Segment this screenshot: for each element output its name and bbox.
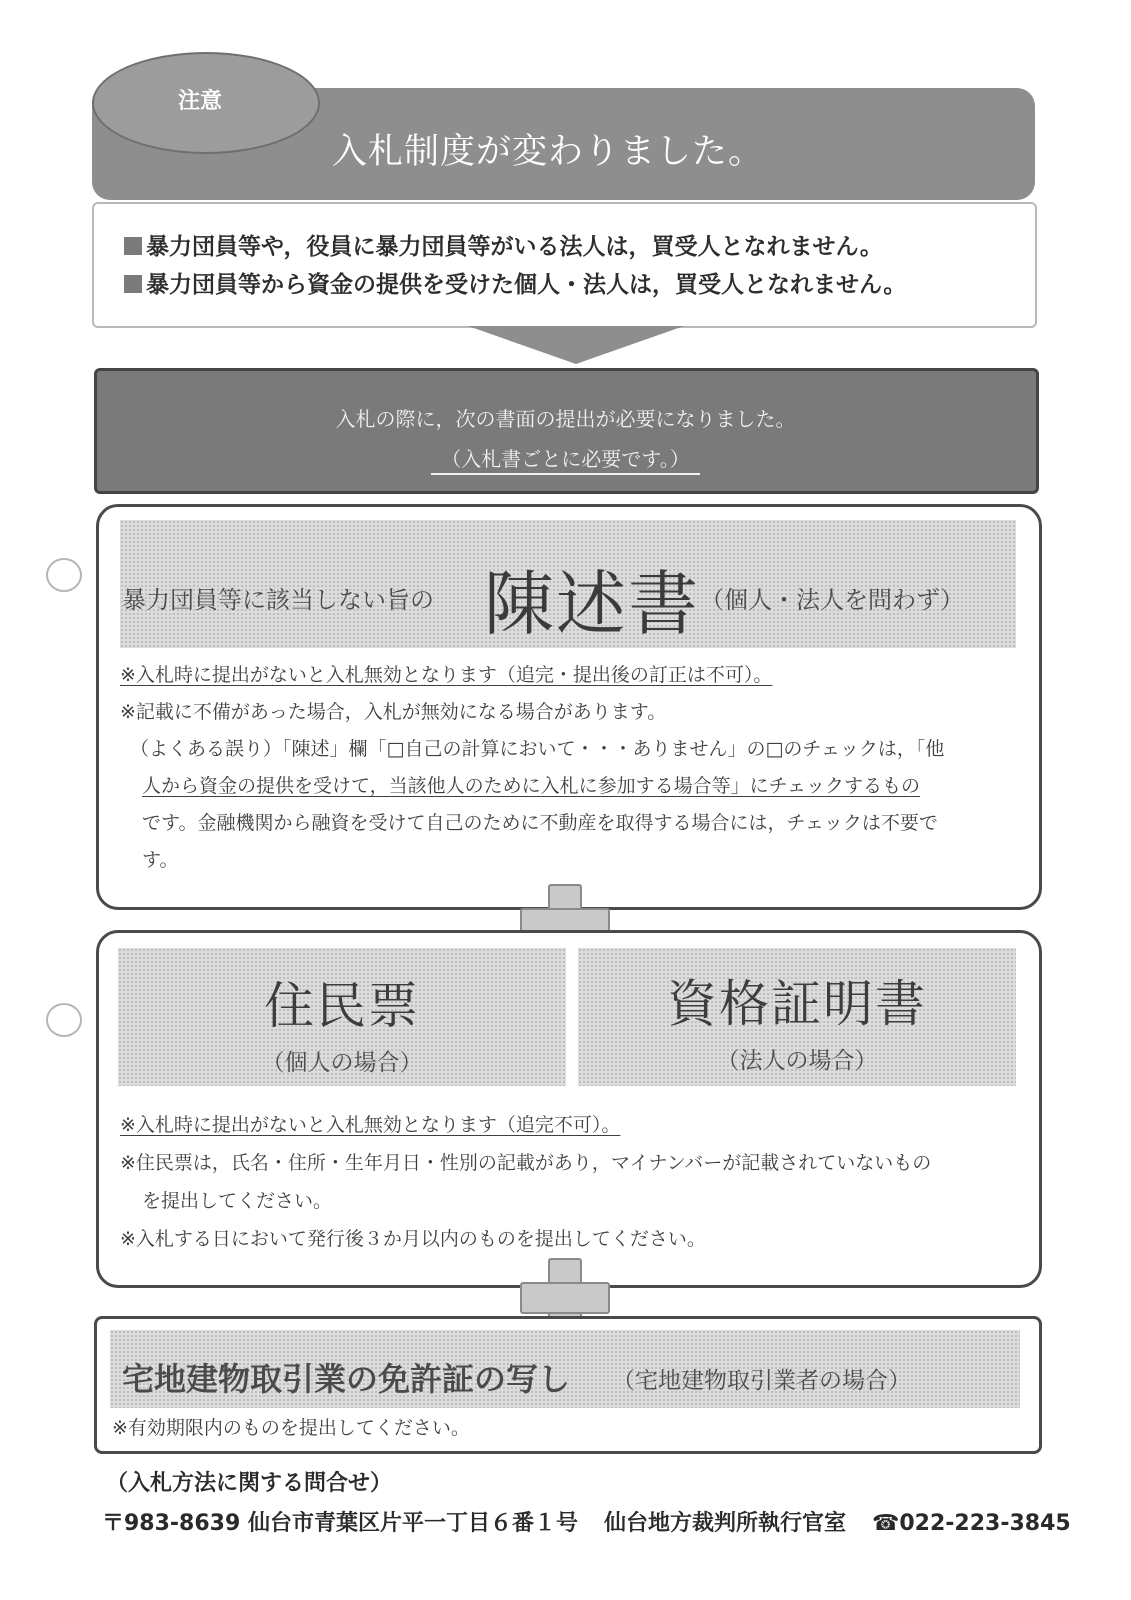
square-bullet-icon — [124, 275, 142, 293]
residence-sub: （個人の場合） — [261, 1050, 423, 1076]
license-title: 宅地建物取引業の免許証の写し — [122, 1360, 571, 1398]
certificate-sub: （法人の場合） — [716, 1048, 878, 1074]
license-note: ※有効期限内のものを提出してください。 — [112, 1417, 470, 1439]
statement-note: 人から資金の提供を受けて，当該他人のために入札に参加する場合等」にチェックするもの — [142, 775, 921, 797]
contact-office: 仙台地方裁判所執行官室 — [603, 1511, 846, 1536]
contact-address: 〒983-8639 仙台市青葉区片平一丁目６番１号 — [102, 1511, 578, 1536]
header-tag: 注意 — [178, 89, 223, 114]
notice-subtext — [0, 443, 1131, 472]
documents-note: ※住民票は，氏名・住所・生年月日・性別の記載があり，マイナンバーが記載されていないもの — [120, 1152, 932, 1174]
statement-doc-title: 陳述書 — [484, 563, 700, 645]
statement-scope: （個人・法人を問わず） — [700, 586, 964, 614]
residence-panel — [118, 948, 566, 1086]
contact-heading: （入札方法に関する問合せ） — [106, 1471, 393, 1496]
certificate-panel — [578, 948, 1016, 1086]
rules-box — [92, 202, 1037, 328]
contact-phone: ☎022-223-3845 — [871, 1511, 1071, 1536]
down-arrow-icon — [468, 326, 684, 364]
binder-hole — [46, 558, 82, 592]
plus-icon-center — [550, 1284, 576, 1308]
square-bullet-icon — [124, 237, 142, 255]
notice-subtext-label: （入札書ごとに必要です。） — [431, 447, 699, 475]
notice-text: 入札の際に，次の書面の提出が必要になりました。 — [335, 407, 796, 431]
statement-lead: 暴力団員等に該当しない旨の — [122, 586, 434, 614]
binder-hole — [46, 1003, 82, 1037]
statement-note: ※記載に不備があった場合，入札が無効になる場合があります。 — [120, 701, 667, 723]
rule-text: 暴力団員等や，役員に暴力団員等がいる法人は，買受人となれません。 — [146, 234, 883, 260]
statement-note: （よくある誤り）「陳述」欄「□自己の計算において・・・ありません」の□のチェックは，「他 — [130, 738, 945, 760]
page-title: 入札制度が変わりました。 — [332, 132, 765, 172]
documents-note: ※入札時に提出がないと入札無効となります（追完不可）。 — [120, 1114, 621, 1136]
statement-note: す。 — [142, 849, 179, 871]
residence-title: 住民票 — [264, 977, 420, 1035]
rule-item — [124, 228, 883, 261]
statement-note: です。金融機関から融資を受けて自己のために不動産を取得する場合には，チェックは不要で — [142, 812, 938, 834]
statement-note: ※入札時に提出がないと入札無効となります（追完・提出後の訂正は不可）。 — [120, 664, 773, 686]
rule-item — [124, 266, 906, 299]
contact-line — [102, 1506, 1097, 1537]
rule-text: 暴力団員等から資金の提供を受けた個人・法人は，買受人となれません。 — [146, 272, 907, 298]
license-scope: （宅地建物取引業者の場合） — [612, 1368, 911, 1394]
documents-note: を提出してください。 — [142, 1190, 333, 1212]
documents-note: ※入札する日において発行後３か月以内のものを提出してください。 — [120, 1228, 706, 1250]
certificate-title: 資格証明書 — [667, 975, 927, 1033]
